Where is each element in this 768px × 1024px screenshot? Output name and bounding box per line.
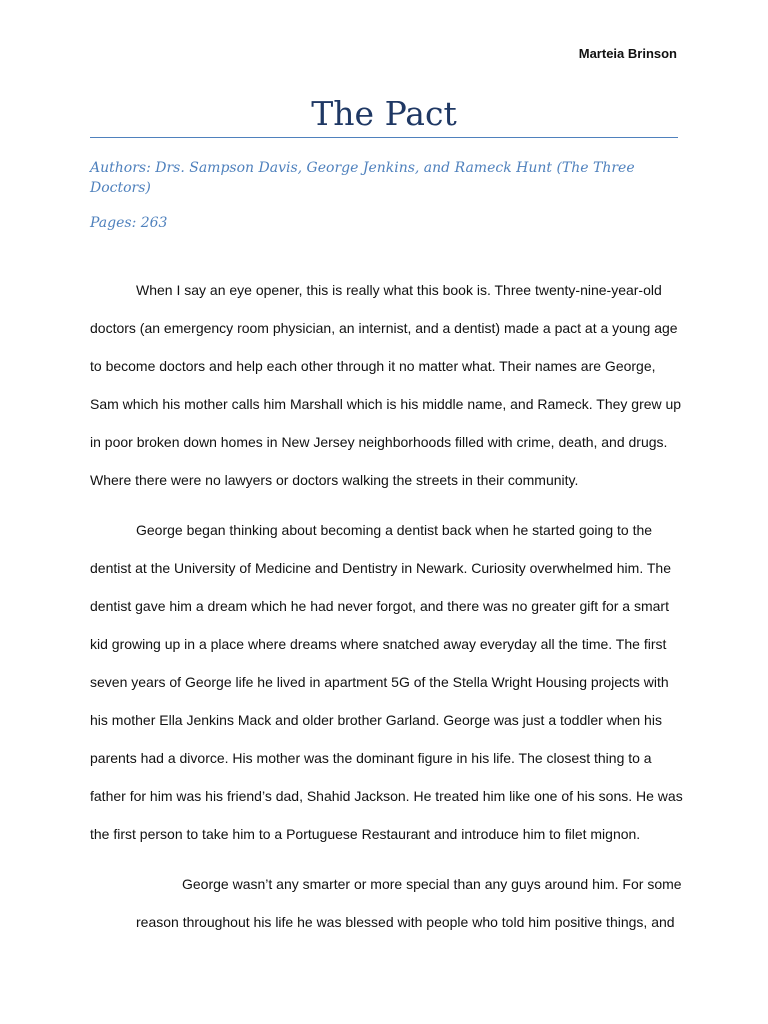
paragraph-3 — [136, 865, 682, 941]
paragraph-line: reason throughout his life he was blessed with people who told him positive things, and — [136, 914, 675, 930]
header-author-name: Marteia Brinson — [578, 46, 677, 61]
paragraph-line: to become doctors and help each other through it no matter what. Their names are George, — [90, 358, 656, 374]
page-title: The Pact — [311, 94, 457, 133]
paragraph-line: George began thinking about becoming a dentist back when he started going to the — [136, 522, 653, 538]
paragraph-line: his mother Ella Jenkins Mack and older brother Garland. George was just a toddler when his — [90, 712, 662, 728]
pages-subtitle: Pages: 263 — [90, 215, 168, 231]
paragraph-line: the first person to take him to a Portuguese Restaurant and introduce him to filet mignon. — [90, 826, 641, 842]
paragraph-line: in poor broken down homes in New Jersey neighborhoods filled with crime, death, and drugs. — [90, 434, 668, 450]
paragraph-line: father for him was his friend’s dad, Shahid Jackson. He treated him like one of his sons. He was — [90, 788, 683, 804]
paragraph-line: doctors (an emergency room physician, an internist, and a dentist) made a pact at a young age — [90, 320, 678, 336]
paragraph-line: kid growing up in a place where dreams where snatched away everyday all the time. The first — [90, 636, 667, 652]
paragraph-2 — [90, 511, 683, 853]
authors-subtitle — [90, 158, 678, 198]
paragraph-line: parents had a divorce. His mother was the dominant figure in his life. The closest thing to a — [90, 750, 652, 766]
paragraph-line: dentist gave him a dream which he had never forgot, and there was no greater gift for a smart — [90, 598, 669, 614]
paragraph-line: George wasn’t any smarter or more special than any guys around him. For some — [182, 876, 682, 892]
paragraph-line: seven years of George life he lived in apartment 5G of the Stella Wright Housing projects with — [90, 674, 669, 690]
paragraph-line: dentist at the University of Medicine and Dentistry in Newark. Curiosity overwhelmed him. The — [90, 560, 671, 576]
authors-line-1: Authors: Drs. Sampson Davis, George Jenkins, and Rameck Hunt (The Three — [90, 160, 635, 176]
paragraph-line: Sam which his mother calls him Marshall which is his middle name, and Rameck. They grew up — [90, 396, 682, 412]
paragraph-line: When I say an eye opener, this is really what this book is. Three twenty-nine-year-old — [136, 282, 662, 298]
authors-line-2: Doctors) — [90, 180, 151, 196]
paragraph-1 — [90, 271, 682, 499]
paragraph-line: Where there were no lawyers or doctors walking the streets in their community. — [90, 472, 579, 488]
title-underline — [90, 137, 678, 138]
